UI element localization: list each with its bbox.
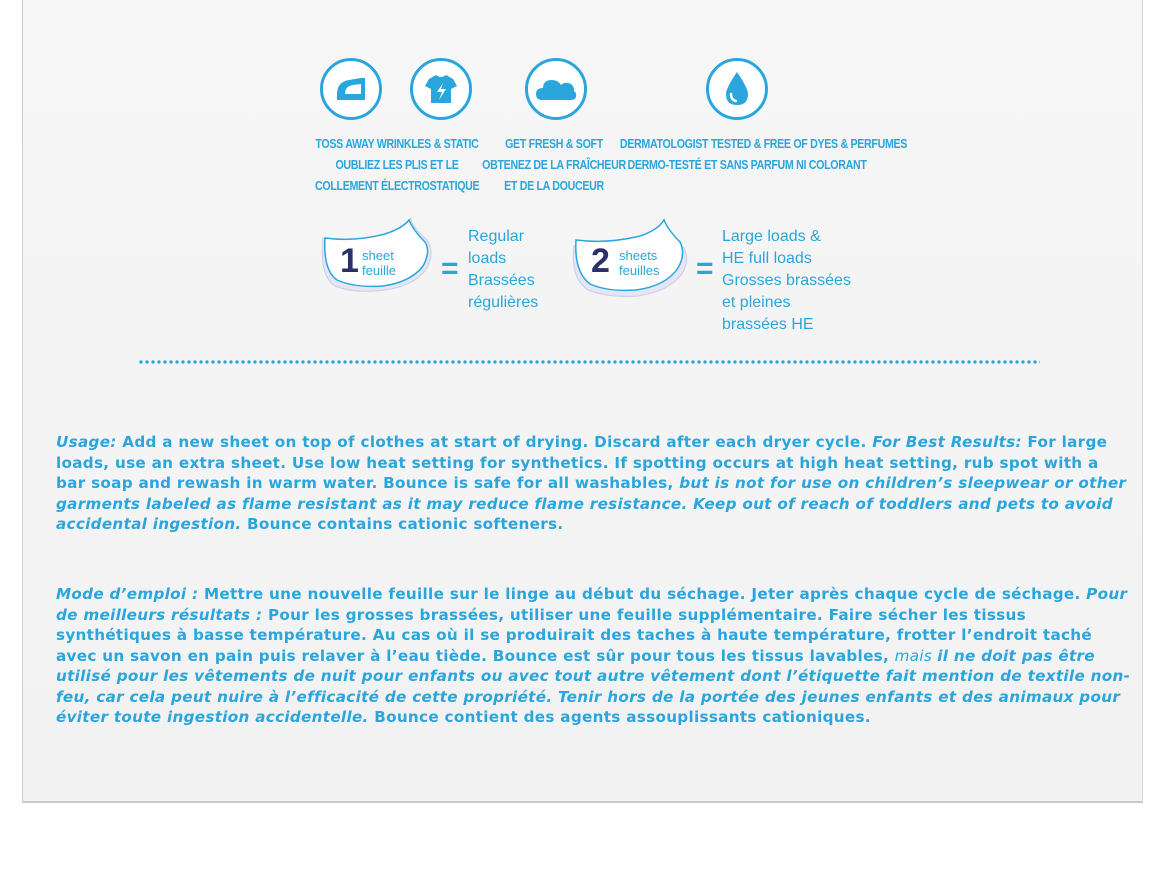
mode-emploi-text-2: Pour les grosses brassées, utiliser une feuille supplémentaire. Faire sécher les tissus synthétiques à basse température. Au cas où il se produirait des taches à haute température, frotter l’endroit taché avec un savon en pain puis relaver à l’eau tiède. Bounce est sûr pour tous les tissus lavables,	[56, 605, 1093, 665]
usage-text-3: Bounce contains cationic softeners.	[241, 515, 564, 533]
feature-fresh-fr2: ET DE LA DOUCEUR	[504, 178, 604, 193]
two-sheets-unit-en: sheets	[619, 248, 658, 263]
feature-wrinkles-en: TOSS AWAY WRINKLES & STATIC	[315, 136, 479, 151]
two-sheets-load-line: Large loads &	[722, 228, 821, 245]
two-sheets-unit	[619, 248, 659, 278]
two-sheets-unit-fr: feuilles	[619, 263, 660, 278]
two-sheets-load-line: HE full loads	[722, 250, 812, 267]
feature-derm-en: DERMATOLOGIST TESTED & FREE OF DYES & PERFUMES	[619, 136, 908, 151]
mode-emploi-label: Mode d’emploi :	[56, 585, 199, 603]
two-sheets-loads	[722, 226, 851, 336]
mode-emploi-text-3: Bounce contient des agents assouplissants cationiques.	[368, 708, 871, 726]
water-drop-icon	[706, 58, 768, 120]
feature-fresh-en: GET FRESH & SOFT	[505, 136, 603, 151]
one-sheet-loads	[468, 226, 538, 314]
two-sheets-equals: =	[696, 252, 714, 285]
one-sheet-unit	[362, 248, 396, 278]
one-sheet-load-line: Regular	[468, 228, 525, 245]
one-sheet-equals: =	[441, 252, 459, 285]
usage-label: Usage:	[56, 433, 117, 451]
one-sheet-load-line: loads	[468, 250, 507, 267]
usage-french	[56, 584, 1132, 728]
usage-warning: but is not for use on children’s sleepwear or other garments labeled as flame resistant as it may reduce flame resistance. Keep out of reach of toddlers and pets to avoid accidental ingestion.	[56, 474, 1127, 533]
best-results-label: For Best Results:	[872, 433, 1022, 451]
mode-emploi-text-1: Mettre une nouvelle feuille sur le linge au début du séchage. Jeter après chaque cycle de séchage.	[198, 585, 1087, 603]
feature-derm	[619, 133, 908, 175]
one-sheet-load-line: Brassées	[468, 272, 535, 289]
usage-english	[56, 432, 1132, 535]
feature-fresh	[472, 133, 636, 196]
one-sheet-load-line: régulières	[468, 294, 539, 311]
feature-wrinkles	[315, 133, 479, 196]
usage-text-1: Add a new sheet on top of clothes at start of drying. Discard after each dryer cycle.	[116, 433, 873, 451]
one-sheet-unit-en: sheet	[362, 248, 394, 263]
two-sheets-load-line: brassées HE	[722, 316, 814, 333]
iron-icon	[320, 58, 382, 120]
one-sheet-number: 1	[340, 242, 359, 280]
two-sheets-load-line: et pleines	[722, 294, 791, 311]
feature-derm-fr1: DERMO-TESTÉ ET SANS PARFUM NI COLORANT	[627, 157, 867, 172]
two-sheets-number: 2	[591, 242, 610, 280]
cloud-icon	[525, 58, 587, 120]
meilleurs-resultats-label: Pour de meilleurs résultats :	[56, 585, 1128, 624]
dotted-divider	[138, 359, 1040, 365]
mode-emploi-warning-lead: mais	[894, 646, 938, 665]
one-sheet-unit-fr: feuille	[362, 263, 396, 278]
usage-text-2: For large loads, use an extra sheet. Use low heat setting for synthetics. If spotting occurs at high heat setting, rub spot with a bar soap and rewash in warm water. Bounce is safe for all washables,	[56, 433, 1108, 492]
mode-emploi-warning: il ne doit pas être utilisé pour les vêtements de nuit pour enfants ou avec tout autre vêtement dont l’étiquette fait mention de textile non-feu, car cela peut nuire à l’efficacité de cette propriété. Tenir hors de la portée des jeunes enfants et des animaux pour éviter toute ingestion accidentelle.	[56, 646, 1131, 726]
two-sheets-load-line: Grosses brassées	[722, 272, 851, 289]
feature-fresh-fr1: OBTENEZ DE LA FRAÎCHEUR	[482, 157, 626, 172]
shirt-static-icon	[410, 58, 472, 120]
feature-wrinkles-fr2: COLLEMENT ÉLECTROSTATIQUE	[315, 178, 480, 193]
feature-wrinkles-fr1: OUBLIEZ LES PLIS ET LE	[335, 157, 459, 172]
